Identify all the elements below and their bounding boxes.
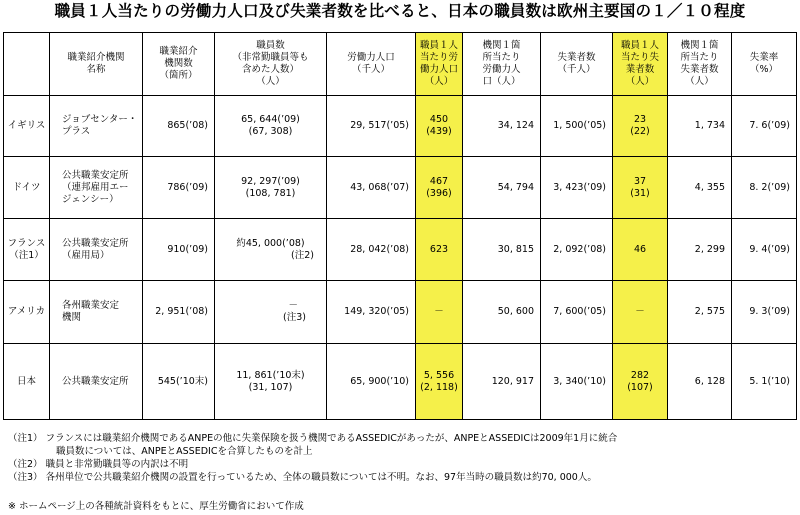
labor-force-cell: 43, 068(’07) (327, 157, 416, 219)
table-row (4, 96, 797, 157)
header-labor-force: 労働力人口 （千人） (327, 33, 416, 96)
labor-per-office-cell: 54, 794 (463, 157, 541, 219)
footnote-1-continued: 職員数については、ANPEとASSEDICを合算したものを計上 (56, 446, 313, 457)
unemployed-cell: 7, 600(’05) (541, 281, 613, 344)
header-unemp-rate: 失業率 （%） (732, 33, 797, 96)
header-staff: 職員数 （非常勤職員等も 含めた人数） （人） (215, 33, 327, 96)
unemp-per-staff-cell: 37 (31) (613, 157, 668, 219)
labor-per-office-cell: 120, 917 (463, 344, 541, 420)
labor-per-staff-cell: 623 (416, 219, 463, 281)
staff-cell: 約45, 000(’08) (注2) (215, 219, 327, 281)
unemployed-cell: 3, 423(’09) (541, 157, 613, 219)
unemp-per-office-cell: 4, 355 (668, 157, 732, 219)
country-cell: ドイツ (4, 157, 50, 219)
offices-cell: 545(’10末) (143, 344, 215, 420)
header-unemp-per-office: 機関１箇 所当たり 失業者数 （人） (668, 33, 732, 96)
table-row (4, 219, 797, 281)
labor-per-office-cell: 34, 124 (463, 96, 541, 157)
footnote-2: （注2） 職員と非常勤職員等の内訳は不明 (8, 459, 189, 470)
page-title: 職員１人当たりの労働力人口及び失業者数を比べると、日本の職員数は欧州主要国の１／１０程度 (54, 2, 746, 20)
unemp-rate-cell: 8. 2(’09) (732, 157, 797, 219)
footnote-3: （注3） 各州単位で公共職業紹介機関の設置を行っているため、全体の職員数については不明。なお、97年当時の職員数は約70, 000人。 (8, 472, 597, 483)
header-agency-name: 職業紹介機関 名称 (50, 33, 143, 96)
unemp-per-office-cell: 6, 128 (668, 344, 732, 420)
agency-cell: 各州職業安定 機関 (50, 281, 143, 344)
country-cell: フランス （注1） (4, 219, 50, 281)
agency-cell: 公共職業安定所 （雇用局） (50, 219, 143, 281)
header-row (4, 33, 797, 96)
country-cell: 日本 (4, 344, 50, 420)
staff-cell: － (注3) (215, 281, 327, 344)
header-office-count: 職業紹介 機関数 （箇所） (143, 33, 215, 96)
unemployed-cell: 3, 340(’10) (541, 344, 613, 420)
labor-force-cell: 28, 042(’08) (327, 219, 416, 281)
labor-per-office-cell: 50, 600 (463, 281, 541, 344)
comparison-table (3, 32, 797, 420)
agency-cell: 公共職業安定所 （連邦雇用エー ジェンシー） (50, 157, 143, 219)
unemp-rate-cell: 7. 6(’09) (732, 96, 797, 157)
labor-force-cell: 149, 320(’05) (327, 281, 416, 344)
unemp-rate-cell: 9. 3(’09) (732, 281, 797, 344)
header-labor-per-office: 機関１箇 所当たり 労働力人 口（人） (463, 33, 541, 96)
unemp-rate-cell: 5. 1(’10) (732, 344, 797, 420)
header-labor-per-staff: 職員１人 当たり労 働力人口 （人） (416, 33, 463, 96)
unemp-per-staff-cell: － (613, 281, 668, 344)
unemp-per-staff-cell: 23 (22) (613, 96, 668, 157)
header-unemployed: 失業者数 （千人） (541, 33, 613, 96)
unemployed-cell: 2, 092(’08) (541, 219, 613, 281)
labor-per-office-cell: 30, 815 (463, 219, 541, 281)
labor-per-staff-cell: 467 (396) (416, 157, 463, 219)
offices-cell: 910(’09) (143, 219, 215, 281)
footnote-1: （注1） フランスには職業紹介機関であるANPEの他に失業保険を扱う機関であるASSEDICがあったが、ANPEとASSEDICは2009年1月に統合 (8, 433, 618, 444)
unemp-per-office-cell: 2, 299 (668, 219, 732, 281)
unemp-rate-cell: 9. 4(’09) (732, 219, 797, 281)
agency-cell: ジョブセンター・ プラス (50, 96, 143, 157)
labor-per-staff-cell: － (416, 281, 463, 344)
labor-force-cell: 29, 517(’05) (327, 96, 416, 157)
staff-cell: 92, 297(’09) (108, 781) (215, 157, 327, 219)
unemp-per-office-cell: 1, 734 (668, 96, 732, 157)
offices-cell: 865(’08) (143, 96, 215, 157)
source-note: ※ ホームページ上の各種統計資料をもとに、厚生労働省において作成 (8, 501, 304, 512)
unemp-per-staff-cell: 282 (107) (613, 344, 668, 420)
agency-cell: 公共職業安定所 (50, 344, 143, 420)
footnotes (8, 432, 617, 484)
table-row (4, 157, 797, 219)
header-unemp-per-staff: 職員１人 当たり失 業者数 （人） (613, 33, 668, 96)
unemp-per-office-cell: 2, 575 (668, 281, 732, 344)
unemployed-cell: 1, 500(’05) (541, 96, 613, 157)
labor-per-staff-cell: 5, 556 (2, 118) (416, 344, 463, 420)
staff-cell: 11, 861(’10末) (31, 107) (215, 344, 327, 420)
labor-force-cell: 65, 900(’10) (327, 344, 416, 420)
offices-cell: 786(’09) (143, 157, 215, 219)
labor-per-staff-cell: 450 (439) (416, 96, 463, 157)
unemp-per-staff-cell: 46 (613, 219, 668, 281)
staff-cell: 65, 644(’09) (67, 308) (215, 96, 327, 157)
country-cell: イギリス (4, 96, 50, 157)
table-row (4, 281, 797, 344)
offices-cell: 2, 951(’08) (143, 281, 215, 344)
table-row (4, 344, 797, 420)
country-cell: アメリカ (4, 281, 50, 344)
header-country (4, 33, 50, 96)
